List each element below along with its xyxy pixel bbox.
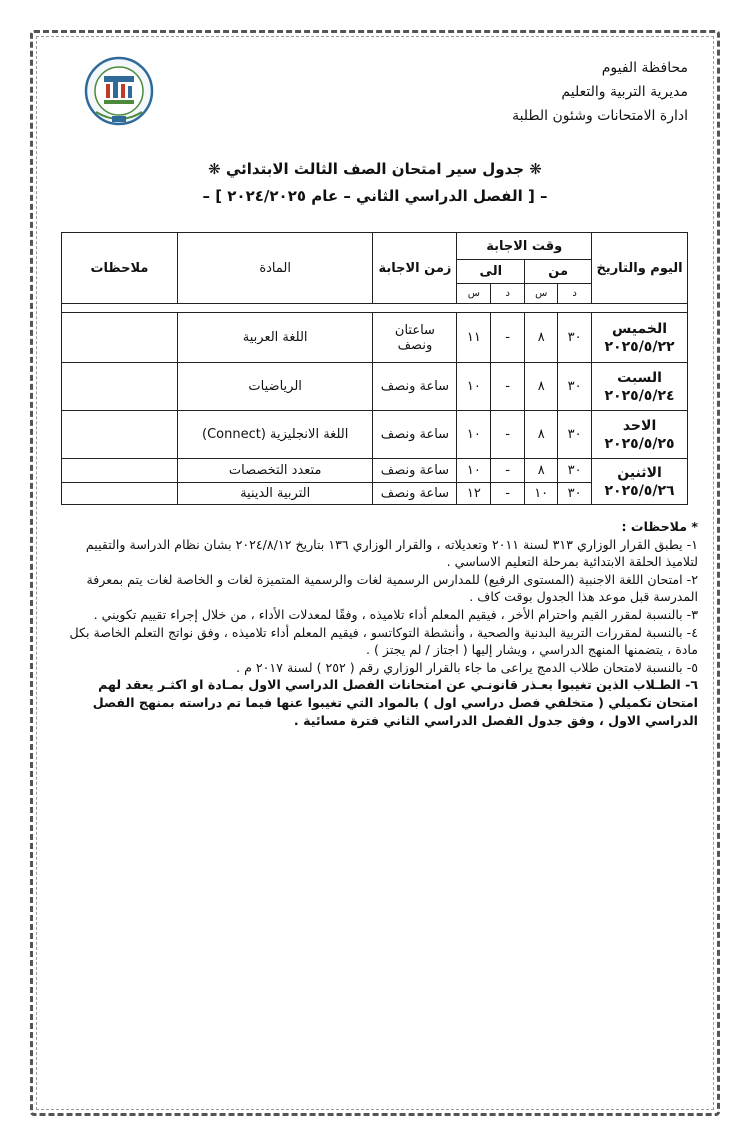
header-notes: ملاحظات [62, 233, 178, 304]
from-hour-cell: ٨ [525, 313, 558, 363]
subject-cell: اللغة الانجليزية (Connect) [177, 411, 373, 459]
header-answer-time: وقت الاجابة [457, 233, 592, 260]
table-row [62, 363, 688, 411]
from-minute-cell: ٣٠ [558, 363, 592, 411]
day-date-cell: الخميس ٢٠٢٥/٥/٢٢ [592, 313, 688, 363]
header-to-minute: د [491, 284, 525, 304]
notes-cell [62, 459, 178, 483]
to-hour-cell: ١١ [457, 313, 491, 363]
to-minute-cell: - [491, 363, 525, 411]
header-from: من [525, 260, 592, 284]
duration-cell: ساعة ونصف [373, 459, 457, 483]
subject-cell: اللغة العربية [177, 313, 373, 363]
day-date-cell: الاثنين ٢٠٢٥/٥/٢٦ [592, 459, 688, 505]
table-row [62, 313, 688, 363]
note-4: ٤- بالنسبة لمقررات التربية البدنية والصحية ، وأنشطة التوكاتسو ، فيقيم المعلم أداء تلاميذه ، وفق نواتج التعلم الخاصة بكل مادة ، يتضمنها المنهج الدراسي ، ويشار إليها ( اجتاز / لم يجتز ) . [69, 624, 698, 658]
header-from-minute: د [558, 284, 592, 304]
notes-cell [62, 363, 178, 411]
notes-cell [62, 483, 178, 505]
header-duration: زمن الاجابة [373, 233, 457, 304]
from-hour-cell: ٨ [525, 411, 558, 459]
table-row [62, 411, 688, 459]
day-date-cell: السبت ٢٠٢٥/٥/٢٤ [592, 363, 688, 411]
header-to-hour: س [457, 284, 491, 304]
to-hour-cell: ١٠ [457, 411, 491, 459]
from-hour-cell: ٨ [525, 459, 558, 483]
subject-cell: متعدد التخصصات [177, 459, 373, 483]
to-hour-cell: ١٠ [457, 363, 491, 411]
note-2: ٢- امتحان اللغة الاجنبية (المستوى الرفيع) للمدارس الرسمية لغات والرسمية المتميزة لغات و الخاصة لغات يتم بمعرفة المدرسة قبل موعد هذا الجدول بوقت كاف . [86, 571, 698, 605]
note-3: ٣- بالنسبة لمقرر القيم واحترام الأخر ، فيقيم المعلم أداء تلاميذه ، وفقًا لمعدلات الأداء ، من خلال إجراء تقييم تكويني . [93, 606, 698, 622]
from-minute-cell: ٣٠ [558, 411, 592, 459]
ministry-seal-icon [84, 54, 154, 132]
duration-cell: ساعة ونصف [373, 483, 457, 505]
to-hour-cell: ١٠ [457, 459, 491, 483]
duration-cell: ساعة ونصف [373, 363, 457, 411]
from-minute-cell: ٣٠ [558, 313, 592, 363]
to-minute-cell: - [491, 411, 525, 459]
to-minute-cell: - [491, 459, 525, 483]
notes-cell [62, 313, 178, 363]
table-spacer [62, 304, 688, 313]
to-hour-cell: ١٢ [457, 483, 491, 505]
header-day-date: اليوم والتاريخ [592, 233, 688, 304]
header-to: الى [457, 260, 525, 284]
subject-cell: التربية الدينية [177, 483, 373, 505]
from-minute-cell: ٣٠ [558, 459, 592, 483]
header-subject: المادة [177, 233, 373, 304]
to-minute-cell: - [491, 483, 525, 505]
duration-cell: ساعة ونصف [373, 411, 457, 459]
note-1: ١- يطبق القرار الوزاري ٣١٣ لسنة ٢٠١١ وتعديلاته ، والقرار الوزاري ١٣٦ بتاريخ ٢٠٢٤/٨/١٢ بشان نظام الدراسة والتقييم لتلاميذ الحلقة الابتدائية بمرحلة التعليم الاساسي . [85, 536, 698, 570]
letterhead [512, 56, 688, 128]
department-line: ادارة الامتحانات وشئون الطلبة [512, 108, 688, 124]
note-6: ٦- الطـلاب الذين تغيبوا بعـذر قانونـي عن امتحانات الفصل الدراسي الاول بمـادة او اكثـر يعقد لهم امتحان تكميلي ( متخلفي فصل دراسي اول ) بالمواد التي تغيبوا عنها فيما تم دراسته بمنهج الفصل الدراسي الاول ، وفق جدول الفصل الدراسي الثاني فترة مسائية . [92, 677, 698, 728]
notes-section [52, 518, 698, 729]
from-hour-cell: ٨ [525, 363, 558, 411]
from-hour-cell: ١٠ [525, 483, 558, 505]
governorate-line: محافظة الفيوم [601, 60, 688, 76]
term-title: – [ الفصل الدراسي الثاني – عام ٢٠٢٤/٢٠٢٥ ] – [202, 187, 548, 205]
notes-cell [62, 411, 178, 459]
header-from-hour: س [525, 284, 558, 304]
notes-heading: * ملاحظات : [621, 519, 698, 534]
to-minute-cell: - [491, 313, 525, 363]
exam-title: ❋ جدول سير امتحان الصف الثالث الابتدائي ❋ [208, 160, 542, 178]
exam-schedule-table [61, 232, 688, 505]
directorate-line: مديرية التربية والتعليم [561, 84, 688, 100]
subject-cell: الرياضيات [177, 363, 373, 411]
from-minute-cell: ٣٠ [558, 483, 592, 505]
duration-cell: ساعتان ونصف [373, 313, 457, 363]
day-date-cell: الاحد ٢٠٢٥/٥/٢٥ [592, 411, 688, 459]
table-row [62, 459, 688, 483]
note-5: ٥- بالنسبة لامتحان طلاب الدمج يراعى ما جاء بالقرار الوزاري رقم ( ٢٥٢ ) لسنة ٢٠١٧ م . [236, 659, 698, 675]
